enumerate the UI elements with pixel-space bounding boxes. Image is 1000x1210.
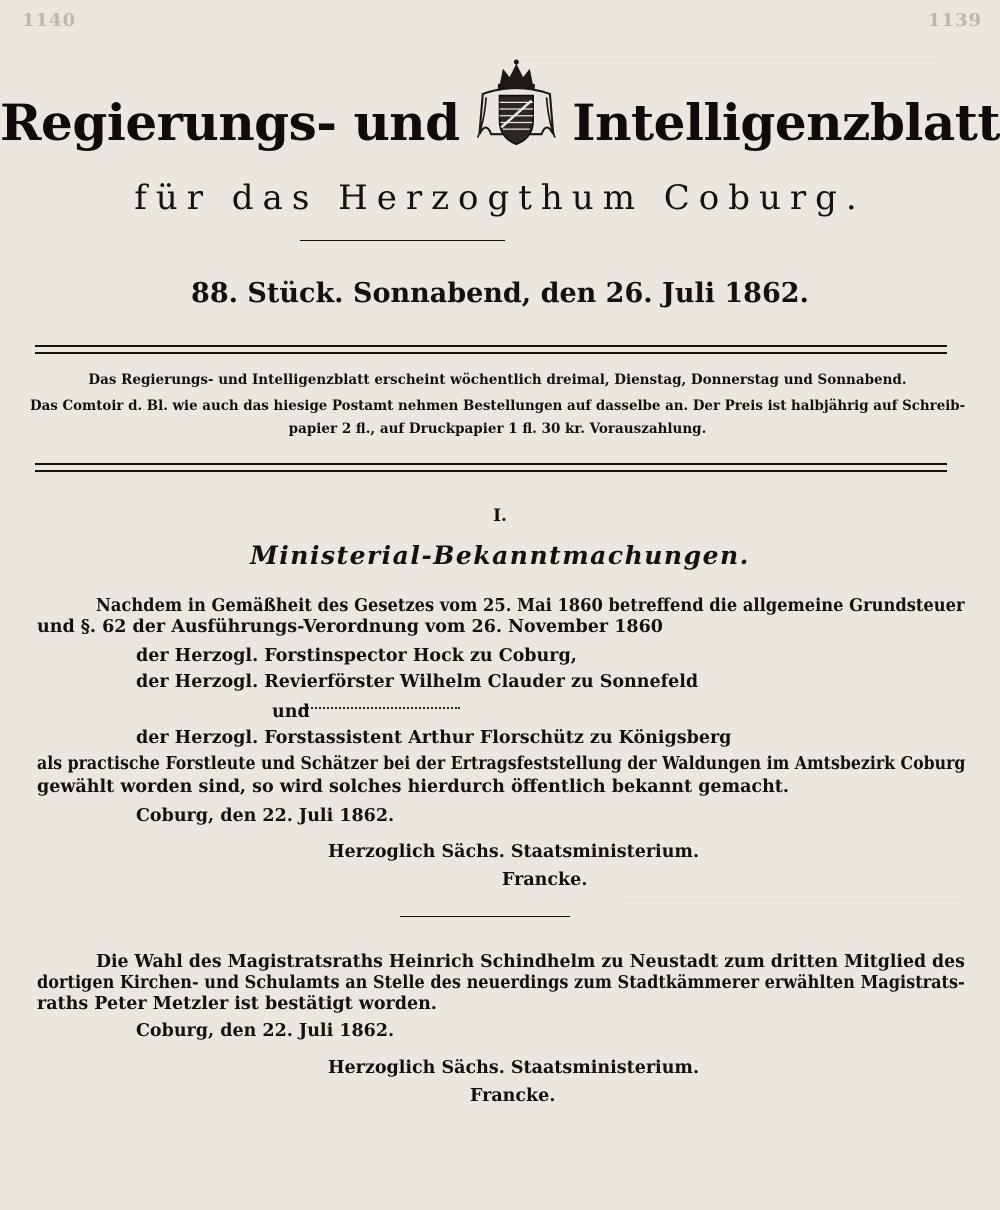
announcement2-date: Coburg, den 22. Juli 1862.: [136, 1021, 395, 1041]
publication-notice-line-2: Das Comtoir d. Bl. wie auch das hiesige Postamt nehmen Bestellungen auf dasselbe an. Der Preis ist halbjährig auf Schreib-: [30, 398, 966, 414]
dotted-leader: [300, 707, 460, 709]
announcement1-name2: der Herzogl. Revierförster Wilhelm Clauder zu Sonnefeld: [136, 672, 699, 692]
announcement1-signature: Francke.: [502, 870, 588, 890]
subtitle-underline: [300, 240, 505, 241]
masthead: [0, 62, 1000, 182]
rule-top: [35, 345, 947, 354]
announcement2-line3: raths Peter Metzler ist bestätigt worden.: [37, 994, 437, 1014]
page-number-left: 1140: [22, 10, 77, 31]
publication-notice-line-3: papier 2 fl., auf Druckpapier 1 fl. 30 kr. Vorauszahlung.: [288, 421, 707, 437]
announcement1-authority: Herzoglich Sächs. Staatsministerium.: [328, 842, 700, 862]
rule-bottom: [35, 463, 947, 472]
separator-rule: [400, 916, 570, 917]
announcement2-signature: Francke.: [470, 1086, 556, 1106]
announcement1-name3: der Herzogl. Forstassistent Arthur Florschütz zu Königsberg: [136, 728, 732, 748]
announcement1-line4: gewählt worden sind, so wird solches hierdurch öffentlich bekannt gemacht.: [37, 777, 789, 797]
announcement2-line2: dortigen Kirchen- und Schulamts an Stelle des neuerdings zum Stadtkämmerer erwählten Magistrats-: [37, 973, 965, 993]
announcement1-line2: und §. 62 der Ausführungs-Verordnung vom 26. November 1860: [37, 617, 663, 637]
announcement1-und: und: [272, 702, 310, 722]
publication-notice-line-1: Das Regierungs- und Intelligenzblatt erscheint wöchentlich dreimal, Dienstag, Donnerstag und Sonnabend.: [88, 372, 907, 388]
announcement1-name1: der Herzogl. Forstinspector Hock zu Coburg,: [136, 646, 577, 666]
masthead-subtitle: für das Herzogthum Coburg.: [134, 178, 866, 218]
announcement2-line1: Die Wahl des Magistratsraths Heinrich Schindhelm zu Neustadt zum dritten Mitglied des: [96, 952, 965, 972]
masthead-title-left: Regierungs- und: [0, 92, 460, 152]
masthead-title-right: Intelligenzblatt: [572, 92, 1000, 152]
announcement1-line3: als practische Forstleute und Schätzer bei der Ertragsfeststellung der Waldungen im Amtsbezirk Coburg: [37, 754, 966, 774]
page-number-right: 1139: [927, 10, 982, 31]
section-title: Ministerial-Bekanntmachungen.: [250, 541, 750, 570]
section-number: I.: [493, 506, 507, 526]
issue-line: 88. Stück. Sonnabend, den 26. Juli 1862.: [191, 278, 809, 309]
coat-of-arms-icon: [466, 44, 567, 164]
announcement2-authority: Herzoglich Sächs. Staatsministerium.: [328, 1058, 700, 1078]
announcement1-line1: Nachdem in Gemäßheit des Gesetzes vom 25. Mai 1860 betreffend die allgemeine Grundsteuer: [96, 596, 965, 616]
announcement1-date: Coburg, den 22. Juli 1862.: [136, 806, 395, 826]
